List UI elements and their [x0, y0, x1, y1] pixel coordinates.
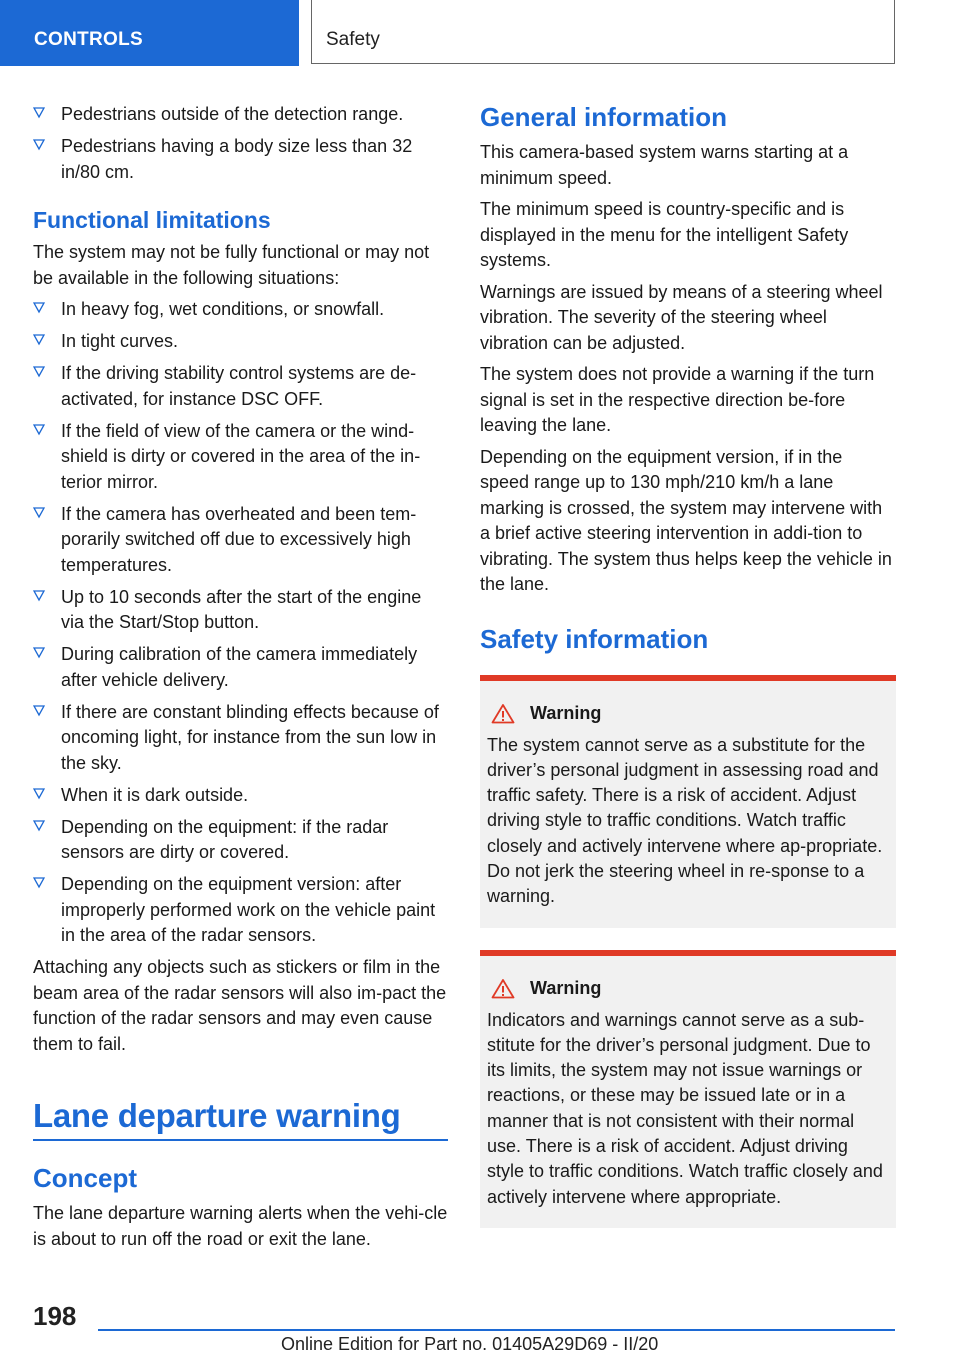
functional-limitations-heading: Functional limitations — [33, 207, 271, 233]
list-item: In heavy fog, wet conditions, or snowfall. — [33, 297, 448, 323]
list-item: When it is dark outside. — [33, 783, 448, 809]
list-item: If there are constant blinding effects because of oncoming light, for instance from the sun low in the sky. — [33, 700, 448, 777]
list-item: Depending on the equipment version: after improperly performed work on the vehicle paint in the area of the radar sensors. — [33, 872, 448, 949]
warning-title: Warning — [487, 978, 889, 999]
triangle-bullet-icon — [33, 334, 45, 346]
general-paragraph: Warnings are issued by means of a steering wheel vibration. The severity of the steering wheel vibration can be adjusted. — [480, 281, 883, 353]
general-paragraph: Depending on the equipment version, if in the speed range up to 130 mph/210 km/h a lane marking is crossed, the system may intervene with a brief active steering intervention in addi‐tion to vibrating. The system thus helps keep the vehicle in the lane. — [480, 446, 892, 594]
section-tab: CONTROLS — [0, 0, 299, 66]
chapter-title: Safety — [311, 0, 895, 64]
warning-triangle-icon — [491, 703, 515, 724]
safety-information-heading: Safety information — [480, 623, 709, 654]
concept-text: The lane departure warning alerts when the vehi‐cle is about to run off the road or exit the lane. — [33, 1203, 448, 1249]
list-item: Up to 10 seconds after the start of the engine via the Start/Stop button. — [33, 585, 448, 636]
triangle-bullet-icon — [33, 302, 45, 314]
general-paragraph: The minimum speed is country-specific and is displayed in the menu for the intelligent Safety systems. — [480, 199, 849, 270]
page-number: 198 — [33, 1301, 77, 1331]
list-item: If the camera has overheated and been tem‐porarily switched off due to excessively high temperatures. — [33, 502, 448, 579]
triangle-bullet-icon — [33, 424, 45, 436]
warning-box — [480, 675, 896, 928]
functional-intro: The system may not be fully functional or may not be available in the following situations: — [33, 242, 430, 288]
warning-text: The system cannot serve as a substitute for the driver’s personal judgment in assessing road and traffic safety. There is a risk of accident. Adjust driving style to traffic conditions. Watch traffic closely and actively intervene where ap‐propriate. Do not jerk the steering wheel in re‐sponse to a warning. — [487, 734, 883, 907]
attach-note: Attaching any objects such as stickers or film in the beam area of the radar sensors will also im‐pact the function of the radar sensors and may even cause them to fail. — [33, 957, 447, 1054]
triangle-bullet-icon — [33, 647, 45, 659]
left-column — [33, 102, 448, 1258]
warning-triangle-icon — [491, 978, 515, 999]
warning-title: Warning — [487, 703, 889, 724]
general-paragraph: The system does not provide a warning if the turn signal is set in the respective direction be‐fore leaving the lane. — [480, 364, 875, 435]
triangle-bullet-icon — [33, 507, 45, 519]
list-item: Depending on the equipment: if the radar sensors are dirty or covered. — [33, 815, 448, 866]
list-item: Pedestrians outside of the detection range. — [33, 102, 448, 128]
triangle-bullet-icon — [33, 107, 45, 119]
list-item: Pedestrians having a body size less than 32 in/80 cm. — [33, 134, 448, 185]
functional-bullet-list — [33, 297, 448, 949]
general-paragraph: This camera-based system warns starting at a minimum speed. — [480, 142, 849, 188]
general-information-heading: General information — [480, 102, 728, 132]
footer-divider — [98, 1329, 895, 1331]
triangle-bullet-icon — [33, 877, 45, 889]
triangle-bullet-icon — [33, 788, 45, 800]
lane-departure-heading: Lane departure warning — [33, 1097, 448, 1141]
list-item: During calibration of the camera immediately after vehicle delivery. — [33, 642, 448, 693]
triangle-bullet-icon — [33, 139, 45, 151]
right-column — [480, 102, 896, 1228]
triangle-bullet-icon — [33, 705, 45, 717]
footer-edition: Online Edition for Part no. 01405A29D69 - II/20 — [281, 1334, 659, 1354]
top-bullet-list — [33, 102, 448, 185]
list-item: In tight curves. — [33, 329, 448, 355]
list-item: If the driving stability control systems are de‐activated, for instance DSC OFF. — [33, 361, 448, 412]
warning-text: Indicators and warnings cannot serve as a sub‐stitute for the driver’s personal judgment. Due to its limits, the system may not issue warnings or reactions, or these may be issued late or in a manner that is not consistent with their normal use. There is a risk of accident. Adjust driving style to traffic conditions. Watch traffic closely and actively intervene where appropriate. — [487, 1009, 883, 1207]
triangle-bullet-icon — [33, 820, 45, 832]
list-item: If the field of view of the camera or the wind‐shield is dirty or covered in the area of the in‐terior mirror. — [33, 419, 448, 496]
triangle-bullet-icon — [33, 366, 45, 378]
concept-heading: Concept — [33, 1163, 137, 1193]
triangle-bullet-icon — [33, 590, 45, 602]
warning-box — [480, 950, 896, 1228]
